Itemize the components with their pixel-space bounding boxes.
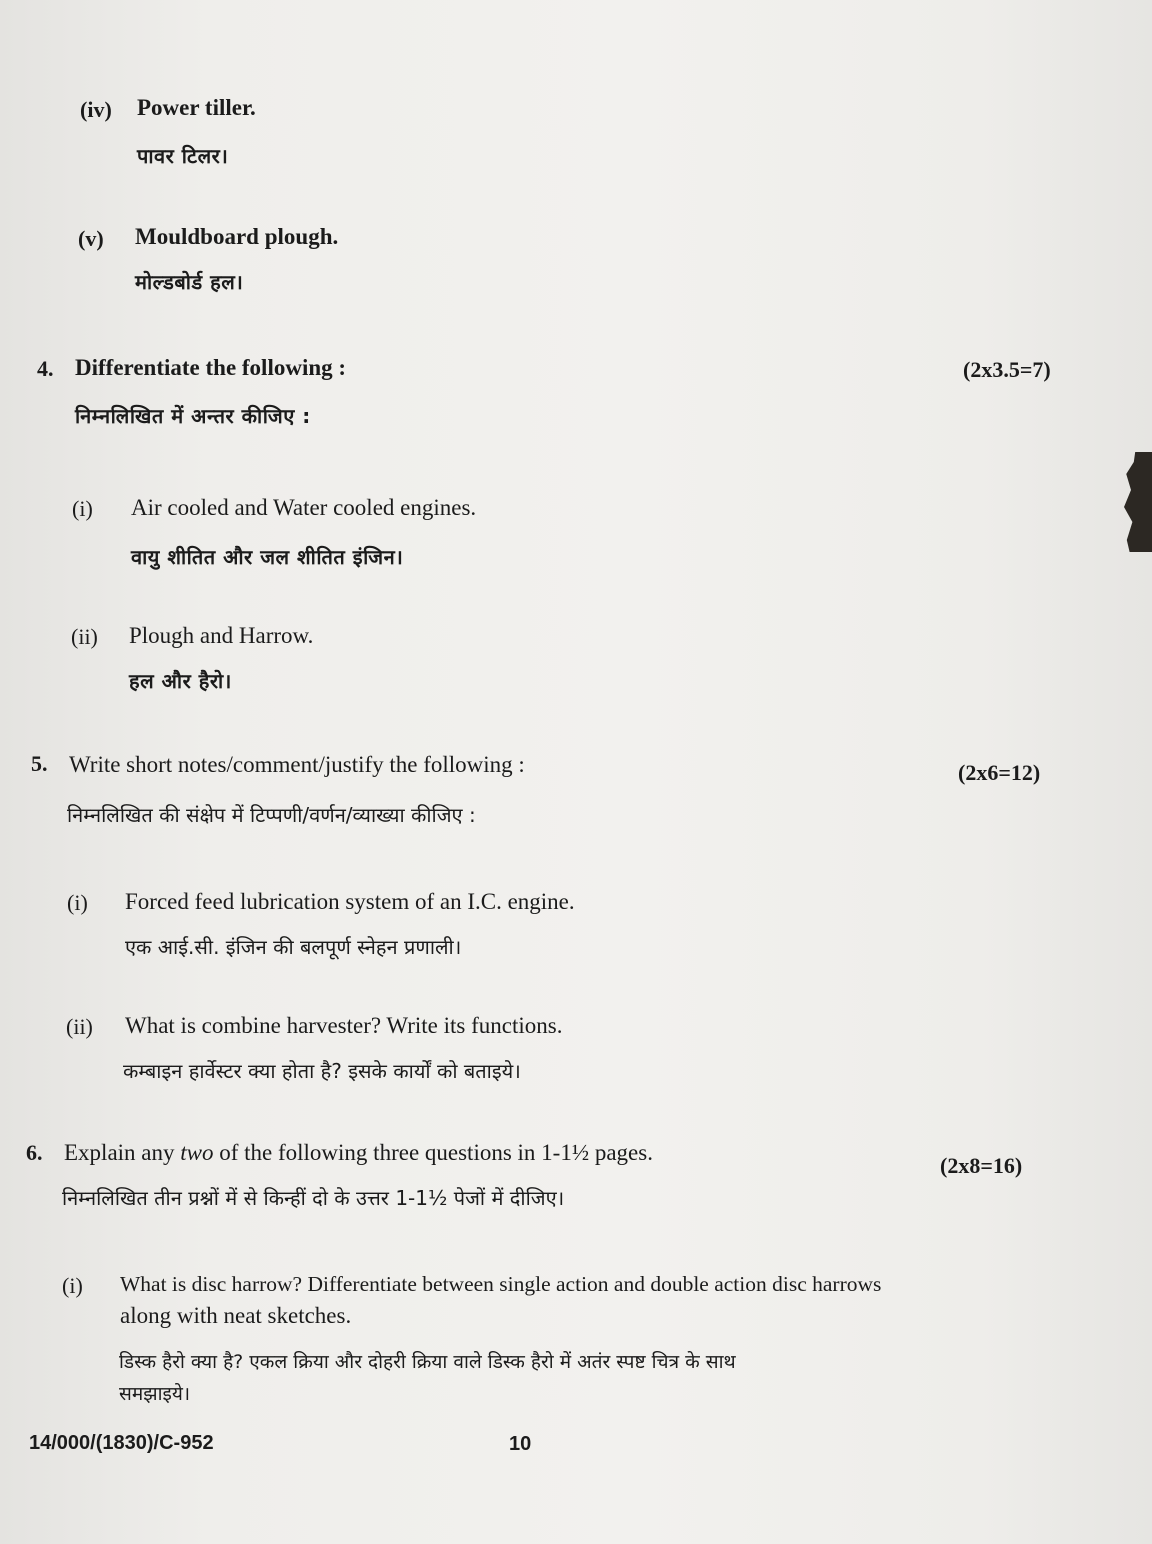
paper-code: 14/000/(1830)/C-952 [29, 1432, 214, 1454]
item-v-hindi: मोल्डबोर्ड हल। [135, 270, 244, 294]
question-6-english [64, 1140, 653, 1166]
question-5-hindi: निम्नलिखित की संक्षेप में टिप्पणी/वर्णन/व्याख्या कीजिए : [67, 803, 476, 827]
question-6-marks: (2x8=16) [940, 1153, 1023, 1178]
question-4-marks: (2x3.5=7) [963, 357, 1051, 382]
question-6-hindi: निम्नलिखित तीन प्रश्नों में से किन्हीं दो के उत्तर 1-1½ पेजों में दीजिए। [62, 1186, 565, 1210]
page-number: 10 [509, 1433, 532, 1455]
q6-sub-i-hindi-line2: समझाइये। [119, 1383, 191, 1405]
q4-sub-ii-english: Plough and Harrow. [129, 623, 314, 648]
q4-sub-ii-hindi: हल और हैरो। [129, 669, 232, 693]
q4-sub-ii-number: (ii) [71, 624, 98, 649]
q5-sub-ii-hindi: कम्बाइन हार्वेस्टर क्या होता है? इसके कार्यों को बताइये। [123, 1059, 521, 1083]
item-v-english: Mouldboard plough. [135, 224, 339, 249]
q6-sub-i-number: (i) [62, 1273, 83, 1298]
question-4-number: 4. [37, 356, 54, 381]
q6-sub-i-english-line2: along with neat sketches. [120, 1303, 352, 1328]
q5-sub-i-hindi: एक आई.सी. इंजिन की बलपूर्ण स्नेहन प्रणाली। [125, 935, 462, 959]
question-6-english-emphasis: two [180, 1140, 214, 1165]
question-6-number: 6. [26, 1140, 43, 1165]
question-4-hindi: निम्नलिखित में अन्तर कीजिए : [75, 404, 311, 428]
item-v-number: (v) [78, 226, 104, 251]
q4-sub-i-number: (i) [72, 496, 93, 521]
q4-sub-i-english: Air cooled and Water cooled engines. [131, 495, 477, 520]
question-5-marks: (2x6=12) [958, 760, 1041, 785]
q4-sub-i-hindi: वायु शीतित और जल शीतित इंजिन। [131, 545, 404, 569]
q5-sub-ii-english: What is combine harvester? Write its functions. [125, 1013, 563, 1038]
q6-sub-i-hindi-line1: डिस्क हैरो क्या है? एकल क्रिया और दोहरी क्रिया वाले डिस्क हैरो में अतंर स्पष्ट चित्र के साथ [119, 1351, 736, 1373]
question-6-english-post: of the following three questions in 1-1½ pages. [213, 1140, 653, 1165]
q5-sub-i-number: (i) [67, 890, 88, 915]
question-6-english-pre: Explain any [64, 1140, 181, 1165]
item-iv-hindi: पावर टिलर। [137, 144, 229, 168]
question-4-english: Differentiate the following : [75, 355, 347, 380]
q5-sub-i-english: Forced feed lubrication system of an I.C. engine. [125, 889, 575, 914]
question-5-english: Write short notes/comment/justify the following : [69, 752, 525, 777]
item-iv-english: Power tiller. [137, 95, 256, 120]
paper-edge-shadow [1124, 452, 1152, 552]
question-5-number: 5. [31, 751, 48, 776]
q6-sub-i-english-line1: What is disc harrow? Differentiate between single action and double action disc harrows [120, 1272, 882, 1296]
item-iv-number: (iv) [80, 97, 112, 122]
q5-sub-ii-number: (ii) [66, 1014, 93, 1039]
